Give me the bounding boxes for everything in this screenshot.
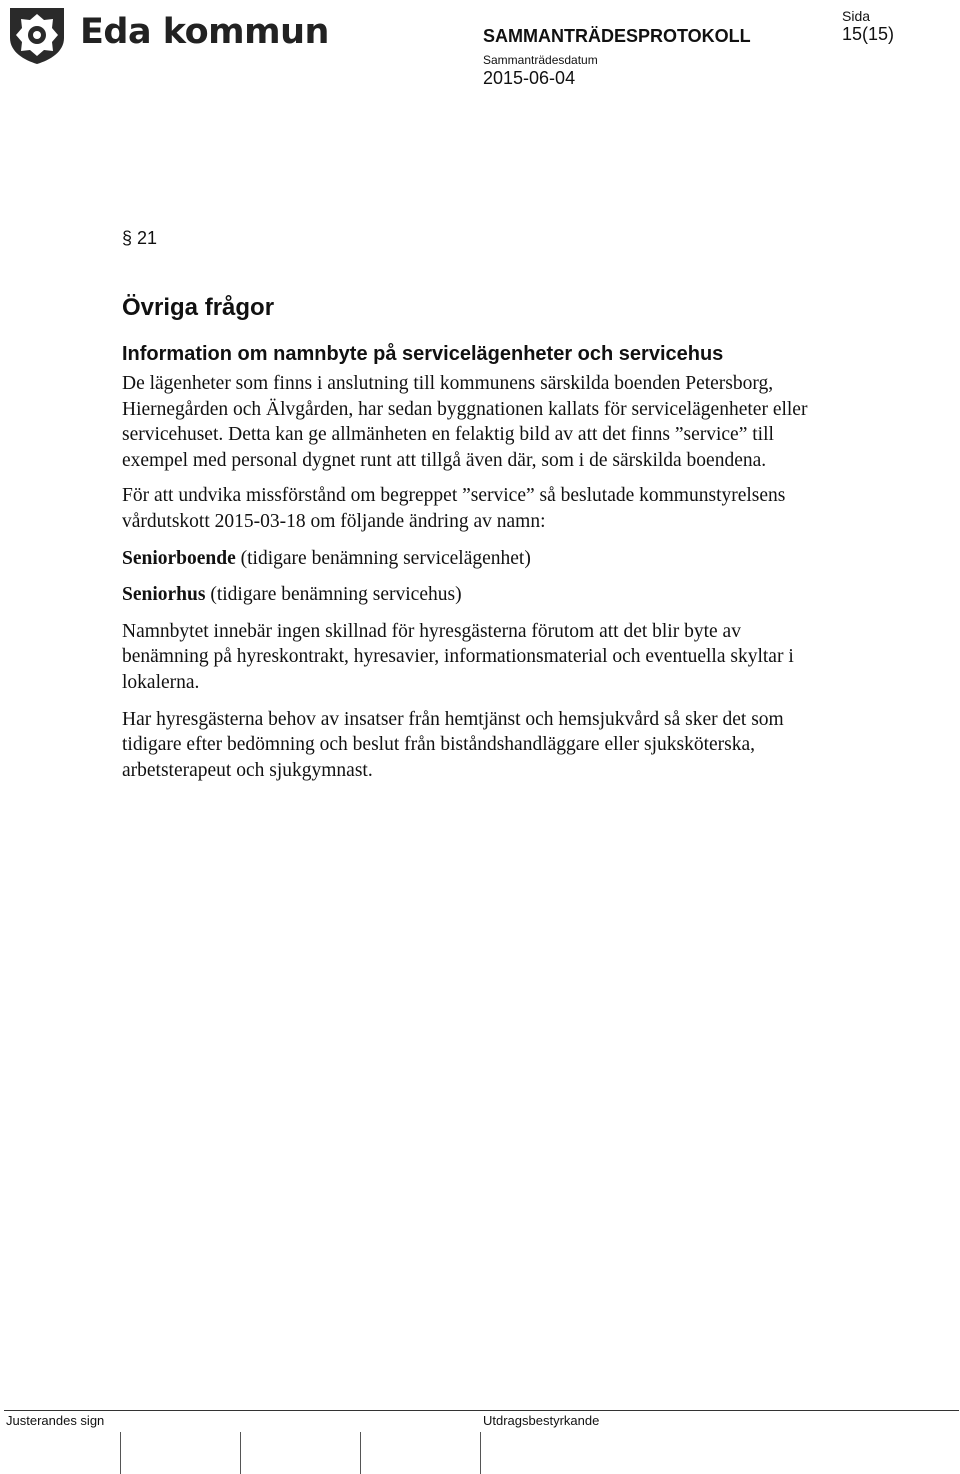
body-paragraph: De lägenheter som finns i anslutning till kommunens särskilda boenden Petersborg, Hiernegården och Älvgården, har sedan byggnationen kallats för servicelägenheter eller servicehuset. Detta kan ge allmänheten en felaktig bild av att det finns ”service” till exempel med personal dygnet runt att tillgå även där, som i de särskilda boendena. [122, 373, 808, 471]
new-name-term: Seniorhus [122, 584, 206, 606]
page-label: Sida [842, 8, 871, 24]
item-subheading: Information om namnbyte på servicelägenheter och servicehus [122, 343, 724, 365]
document-type: SAMMANTRÄDESPROTOKOLL [483, 26, 751, 46]
signers-label: Justerandes sign [6, 1413, 105, 1428]
org-name: Eda kommun [80, 12, 329, 52]
meeting-date: 2015-06-04 [483, 68, 576, 88]
meeting-date-label: Sammanträdesdatum [483, 53, 598, 67]
section-title: Övriga frågor [122, 294, 275, 321]
logo [6, 4, 329, 64]
body-paragraph: För att undvika missförstånd om begreppet ”service” så beslutade kommunstyrelsens vårdutskott 2015-03-18 om följande ändring av namn: [122, 485, 786, 532]
paragraph-number: § 21 [122, 228, 158, 248]
new-name-seniorhus [122, 582, 822, 608]
minutes-content [122, 226, 822, 783]
new-name-seniorboende [122, 546, 822, 572]
former-name-note: (tidigare benämning servicehus) [205, 584, 462, 606]
extract-certification-label: Utdragsbestyrkande [483, 1413, 600, 1428]
footer-divider [4, 1410, 959, 1411]
page-number: 15(15) [842, 24, 895, 44]
signature-box-divider [240, 1432, 241, 1474]
signature-box-divider [360, 1432, 361, 1474]
signature-box-divider [480, 1432, 481, 1474]
signature-box-divider [120, 1432, 121, 1474]
body-paragraph: Har hyresgästerna behov av insatser från hemtjänst och hemsjukvård så sker det som tidigare efter bedömning och beslut från biståndshandläggare eller sjuksköterska, arbetsterapeut och sjukgymnast. [122, 708, 784, 781]
new-name-term: Seniorboende [122, 547, 236, 569]
former-name-note: (tidigare benämning servicelägenhet) [235, 547, 531, 569]
municipal-crest-icon [6, 4, 68, 66]
body-paragraph: Namnbytet innebär ingen skillnad för hyresgästerna förutom att det blir byte av benämning på hyreskontrakt, hyresavier, informationsmaterial och eventuella skyltar i lokalerna. [122, 620, 794, 693]
